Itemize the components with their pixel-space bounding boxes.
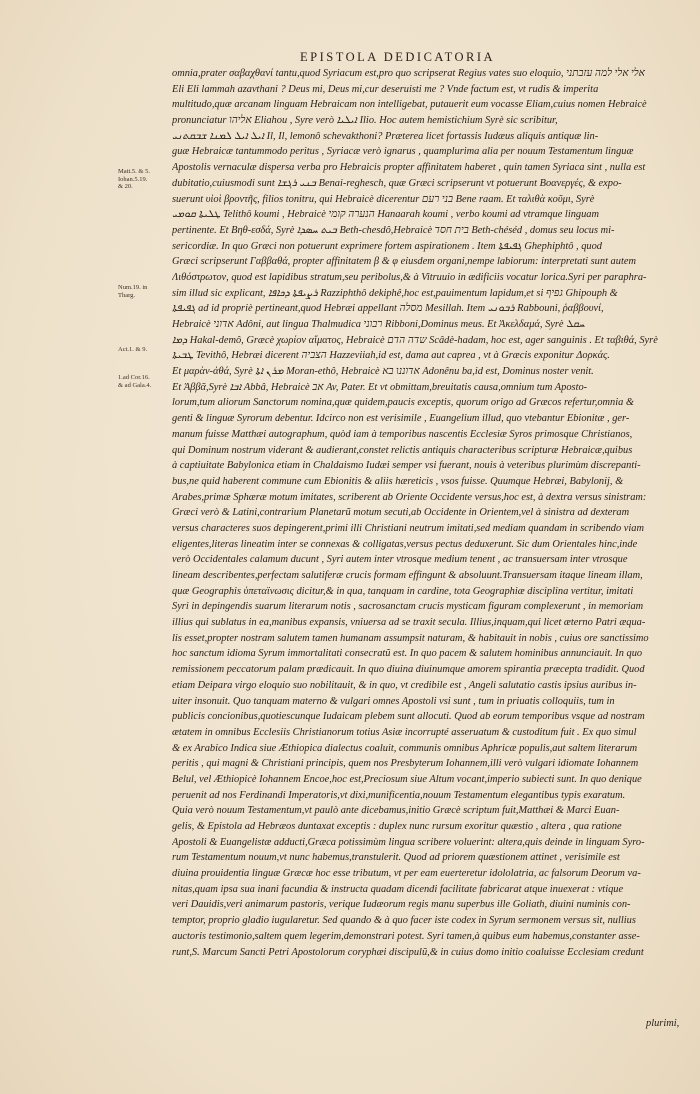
text-line: bus,ne quid haberent commune cum Ebionitis & aliis hæreticis , vsos fuisse. Quumque Hebræi, Babylonij, & <box>172 475 624 487</box>
text-line: lineam describentes,perfectam salutiferæ crucis formam effingunt & absoluunt.Transuersam itaque lineam illam, <box>172 570 643 581</box>
text-line: ætatem in omnibus Ecclesiis Christianorum totius Asiæ incorrupté asseruatum & custoditum fuit . Ex quo simul <box>172 726 637 738</box>
text-line: illius qui sublatus in ea,manibus expansis, vniuersa ad se traxit secula. Illius,inquam,qui licet æterno Patri æqua- <box>172 617 646 629</box>
text-line: ܛܠܝܬܐ ܩܘܡܝ Telithô koumi , Hebraicè הנערה קומי Hanaarah koumi , verbo koumi ad vtramque linguam <box>172 209 599 221</box>
text-line: Arabes,primæ Sphæræ motum imitates, scriberent ab Oriente Occidente versus,hoc est, à dextra versus sinistram: <box>172 491 647 503</box>
text-line: Græci verò & Latini,contrarium Planetarũ motum secuti,ab Occidente in Orientem,vel à sinistra ad dexteram <box>172 507 630 519</box>
text-line: Eli Eli lammah azavthani ? Deus mi, Deus mi,cur deseruisti me ? Vnde factum est, vt rudis & imperita <box>172 83 599 95</box>
text-line: suerunt υἱοὶ βροντῆς, filios tonitru, qui Hebraicè dicerentur בני רעם Bene raam. Et ταλιθὰ κοῦμι, Syrè <box>172 193 595 205</box>
text-line: runt,S. Marcum Sancti Petri Apostolorum coryphæi discipulũ,& in cuius domo initio coaluisse Ecclesiam credunt <box>172 946 644 958</box>
text-line: Et Ἀββᾶ,Syrè ܐܒܐ Abbâ, Hebraicè אב Av, Pater. Et vt obmittam,breuitatis causa,omnium tum Aposto- <box>172 381 588 393</box>
text-line: quæ Geographis ὑπεταϊνωσις dicitur,& in qua, tanquam in cardine, tota Geographiæ disciplina vertitur, imitati <box>172 585 634 597</box>
margin-note: Num.19. in Tharg. <box>118 284 148 299</box>
text-line: veri Dauidis,veri animarum pastoris, verique Iudæorum regis manu superbus ille Goliath, diuini numinis con- <box>172 899 631 911</box>
text-line: Apostoli & Euangelistæ adducti,Græca potissimùm lingua scribere voluerint: altera,quis deinde in linguam Syro- <box>172 836 645 848</box>
text-line: Syri in depingendis suarum literarum notis , sacrosanctam crucis mysticam figuram complexerunt , in memoriam <box>172 601 644 613</box>
text-line: ܕܡܐ Hakal-demô, Græcè χωρίον αἵματος, Hebraicè שדה הדם Scâdè-hadam, hoc est, ager sanguinis . Et ταβιθά, Syrè <box>172 334 658 346</box>
text-line: à captiuitate Babylonica etiam in Chaldaismo Iudæi semper vsi fuerant, nouis à veteribus plurimùm discrepanti- <box>172 460 641 472</box>
text-line: verò Occidentales calamum ducunt , Syri autem inter vtrosque medium tenent , ac transuersam inter vtrosque <box>172 554 628 566</box>
text-line: ܛܒܝܬܐ Tevithô, Hebræi dicerent הצביה Hazzeviiah,id est, dama aut caprea , vt à Græcis exponitur Δορκάς. <box>172 350 610 362</box>
text-line: hoc sanctum idioma Syrum immortalitati consecratũ est. In quo pacem & salutem hominibus annunciauit. In quo <box>172 648 643 660</box>
text-line: dubitatio,cuiusmodi sunt ܒܢܝ ܪܓܫܐ Benai-reghesch, quæ Græci scripserunt vt potuerunt Βοανεργές, & expo- <box>172 177 622 189</box>
text-line: uiter insonuit. Quo tanquam materno & vulgari omnes Apostoli vsi sunt , tum in priuatis colloquiis, tum in <box>172 695 615 707</box>
text-line: remissionem peccatorum palam prædicauit. In quo diuina diuinumque amorem spirantia præcepta tradidit. Quod <box>172 664 645 676</box>
text-line: Hebraicè אדוני Adôni, aut lingua Thalmudica רבוני Ribboni,Dominus meus. Et Ἀκελδαμά, Syrè ܚܩܠ <box>172 319 585 330</box>
margin-note: 1.ad Cor.16. & ad Gala.4. <box>118 374 152 389</box>
catchword: plurimi, <box>646 1018 680 1029</box>
text-line: ܐܝܠ ܐܝܠ ܠܡܢܐ ܫܒܩܬܢܝ Il, Il, lemonô schevakthoni? Præterea licet fortassis Iudæus aliquis antiquæ lin- <box>172 130 599 142</box>
text-line: gelis, & Epistola ad Hebræos duntaxat exceptis : duplex nunc rursum exoritur quæstio , altera , qua ratione <box>172 821 622 832</box>
text-line: omnia,prater σαβαχθανί tantu,quod Syriacum est,pro quo scripserat Regius vates suo eloquio, אלי אלי למה עזבתני <box>172 68 645 79</box>
text-line: Quia verò nouum Testamentum,vt paulò ante dicebamus,initio Græcè scriptum fuit,Matthæi & Marci Euan- <box>172 805 620 817</box>
running-head: EPISTOLA DEDICATORIA <box>300 50 496 64</box>
margin-note: Act.1. & 9. <box>118 346 148 353</box>
text-line: temptor, proprio gladio iugularetur. Sed quando & à quo facer iste codex in Syrum sermonem versus sit, nullius <box>172 915 636 927</box>
text-line: manum fuisse Matthæi autographum, quòd iam à temporibus nascentis Ecclesiæ Syros primosque Christianos, <box>172 428 633 440</box>
text-line: pertinente. Et Βηθ-εσδά, Syrè ܒܝܬ ܚܣܕܐ Beth-chesdô,Hebraicè בית חסד Beth-chéséd , domus seu locus mi- <box>172 224 615 236</box>
text-line: nitas,quam ipsa sua inani facundia & instructa quadam dicendi facilitate fabricarat atque inuexerat : vtique <box>172 883 624 895</box>
text-line: multitudo,quæ arcanam linguam Hebraicam non intelligebat, putauerit eum vocasse Eliam,cuius nomen Hebraicè <box>172 99 647 111</box>
body-text <box>172 66 682 960</box>
text-line: Et μαρὰν-ἀθά, Syrè ܡܪܢ ܐܬܐ Moran-ethô, Hebraicè אדוננו בא Adonênu ba,id est, Dominus noster venit. <box>172 366 594 378</box>
text-line: peruenit ad nos Ferdinandi Imperatoris,vt dixi,munificentia,nouum Testamentum elegantibus typis exaratum. <box>172 789 626 801</box>
text-line: peritis , qui magni & Christiani principis, quem nos Presbyterum Iohannem,illi verò vulgari idiomate Iohannem <box>172 758 639 770</box>
text-line: & ex Arabico Indica siue Æthiopica dialectus coaluit, communis omnibus Aphricæ populis,aut saltem literarum <box>172 742 638 754</box>
text-line: publicis concionibus,quotiescunque Iudaicam plebem sunt allocuti. Quod ab eorum temporibus vsque ad nostram <box>172 711 645 723</box>
text-line: rum Testamentum nouum,vt nunc habemus,transtulerit. Quod ad priorem quæstionem attinet , verisimile est <box>172 852 620 864</box>
text-line: ܓܦܝܦܬܐ ad id propriè pertineant,quod Hebræi appellant מסלה Mesillah. Item ܪܒܘܢܝ Rabbouni, ῥαββουνί, <box>172 303 604 315</box>
text-line: eligentes,literas lineatim inter se connexas & colligatas,versus pectus deduxerunt. Sic dum Orientales hinc,inde <box>172 538 638 550</box>
text-line: pronunciatur אליהו Eliahou , Syre verò ܐܝܠܝܐ Ilio. Hoc autem hemistichium Syrè sic scribitur, <box>172 115 558 127</box>
text-line: lorum,tum aliorum Sanctorum nomina,quæ quidem,paucis exceptis, quorum origo ad Græcos refertur,omnia & <box>172 397 634 409</box>
text-line: versus characteres suos depingerent,primi illi Christiani neutrum imitati,sed mediam quandam in scribendo viam <box>172 522 644 534</box>
text-line: sim illud sic explicant, ܪܨܝܦܬܐ ܕܟܐܦܐ Razziphthô dekiphê,hoc est,pauimentum lapidum,et si גפיף Ghipouph & <box>172 287 618 299</box>
text-line: Belul, vel Æthiopicè Iohannem Encoe,hoc est,Preciosum siue Altum vocant,imperio subiecti sunt. In quo denique <box>172 773 642 785</box>
text-line: Græci scripserunt Γαββαθά, propter affinitatem β & φ eiusdem organi,nempe labiorum: interpretati sunt autem <box>172 256 636 268</box>
text-line: genti & linguæ Syrorum debentur. Idcirco non est verisimile , Euangelium illud, quo vtebantur Ebionitæ , ger- <box>172 413 630 425</box>
text-line: guæ Hebraicæ tantummodo peritus , Syriacæ verò ignarus , quamplurima alia per nouum Testamentum linguæ <box>172 146 634 158</box>
text-line: auctoris testimonio,saltem quem legerim,demonstrari potest. Syri tamen,à quibus eum habemus,constanter asse- <box>172 930 640 942</box>
margin-note: Matt.5. & 5. Iohan.5.19. & 20. <box>118 168 150 190</box>
text-line: lis esset,propter nostram salutem tamen humanam assumpsit naturam, & habitauit in nobis , cuius ore sanctissimo <box>172 632 649 644</box>
text-line: qui Dominum nostrum viderant & audierant,constet relictis antiquis characteribus scripturæ Hebraicæ,quibus <box>172 444 633 456</box>
text-line: sericordiæ. In quo Græci non potuerunt exprimere fortem aspirationem . Item ܓܦܝܦܬܐ Ghephiphtô , quod <box>172 240 602 252</box>
text-line: diuina prouidentia linguæ Græcæ hoc esse tributum, vt per eam euerteretur idololatria, ac falsorum Deorum va- <box>172 868 641 880</box>
text-line: Λιθόστρωτον, quod est lapidibus stratum,seu peribolus,& à Vitruuio in ædificiis vocatur lorica.Syri per paraphra- <box>172 271 647 283</box>
text-line: Apostolis vernaculæ dispersa verba pro Hebraicis propter affinitatem haberet , quin tamen Syriaca sint , nulla est <box>172 162 646 174</box>
text-line: etiam Deipara virgo eloquio suo nobilitauit, & in quo, vt credibile est , Angeli salutatio castis ipsius auribus in- <box>172 679 637 691</box>
